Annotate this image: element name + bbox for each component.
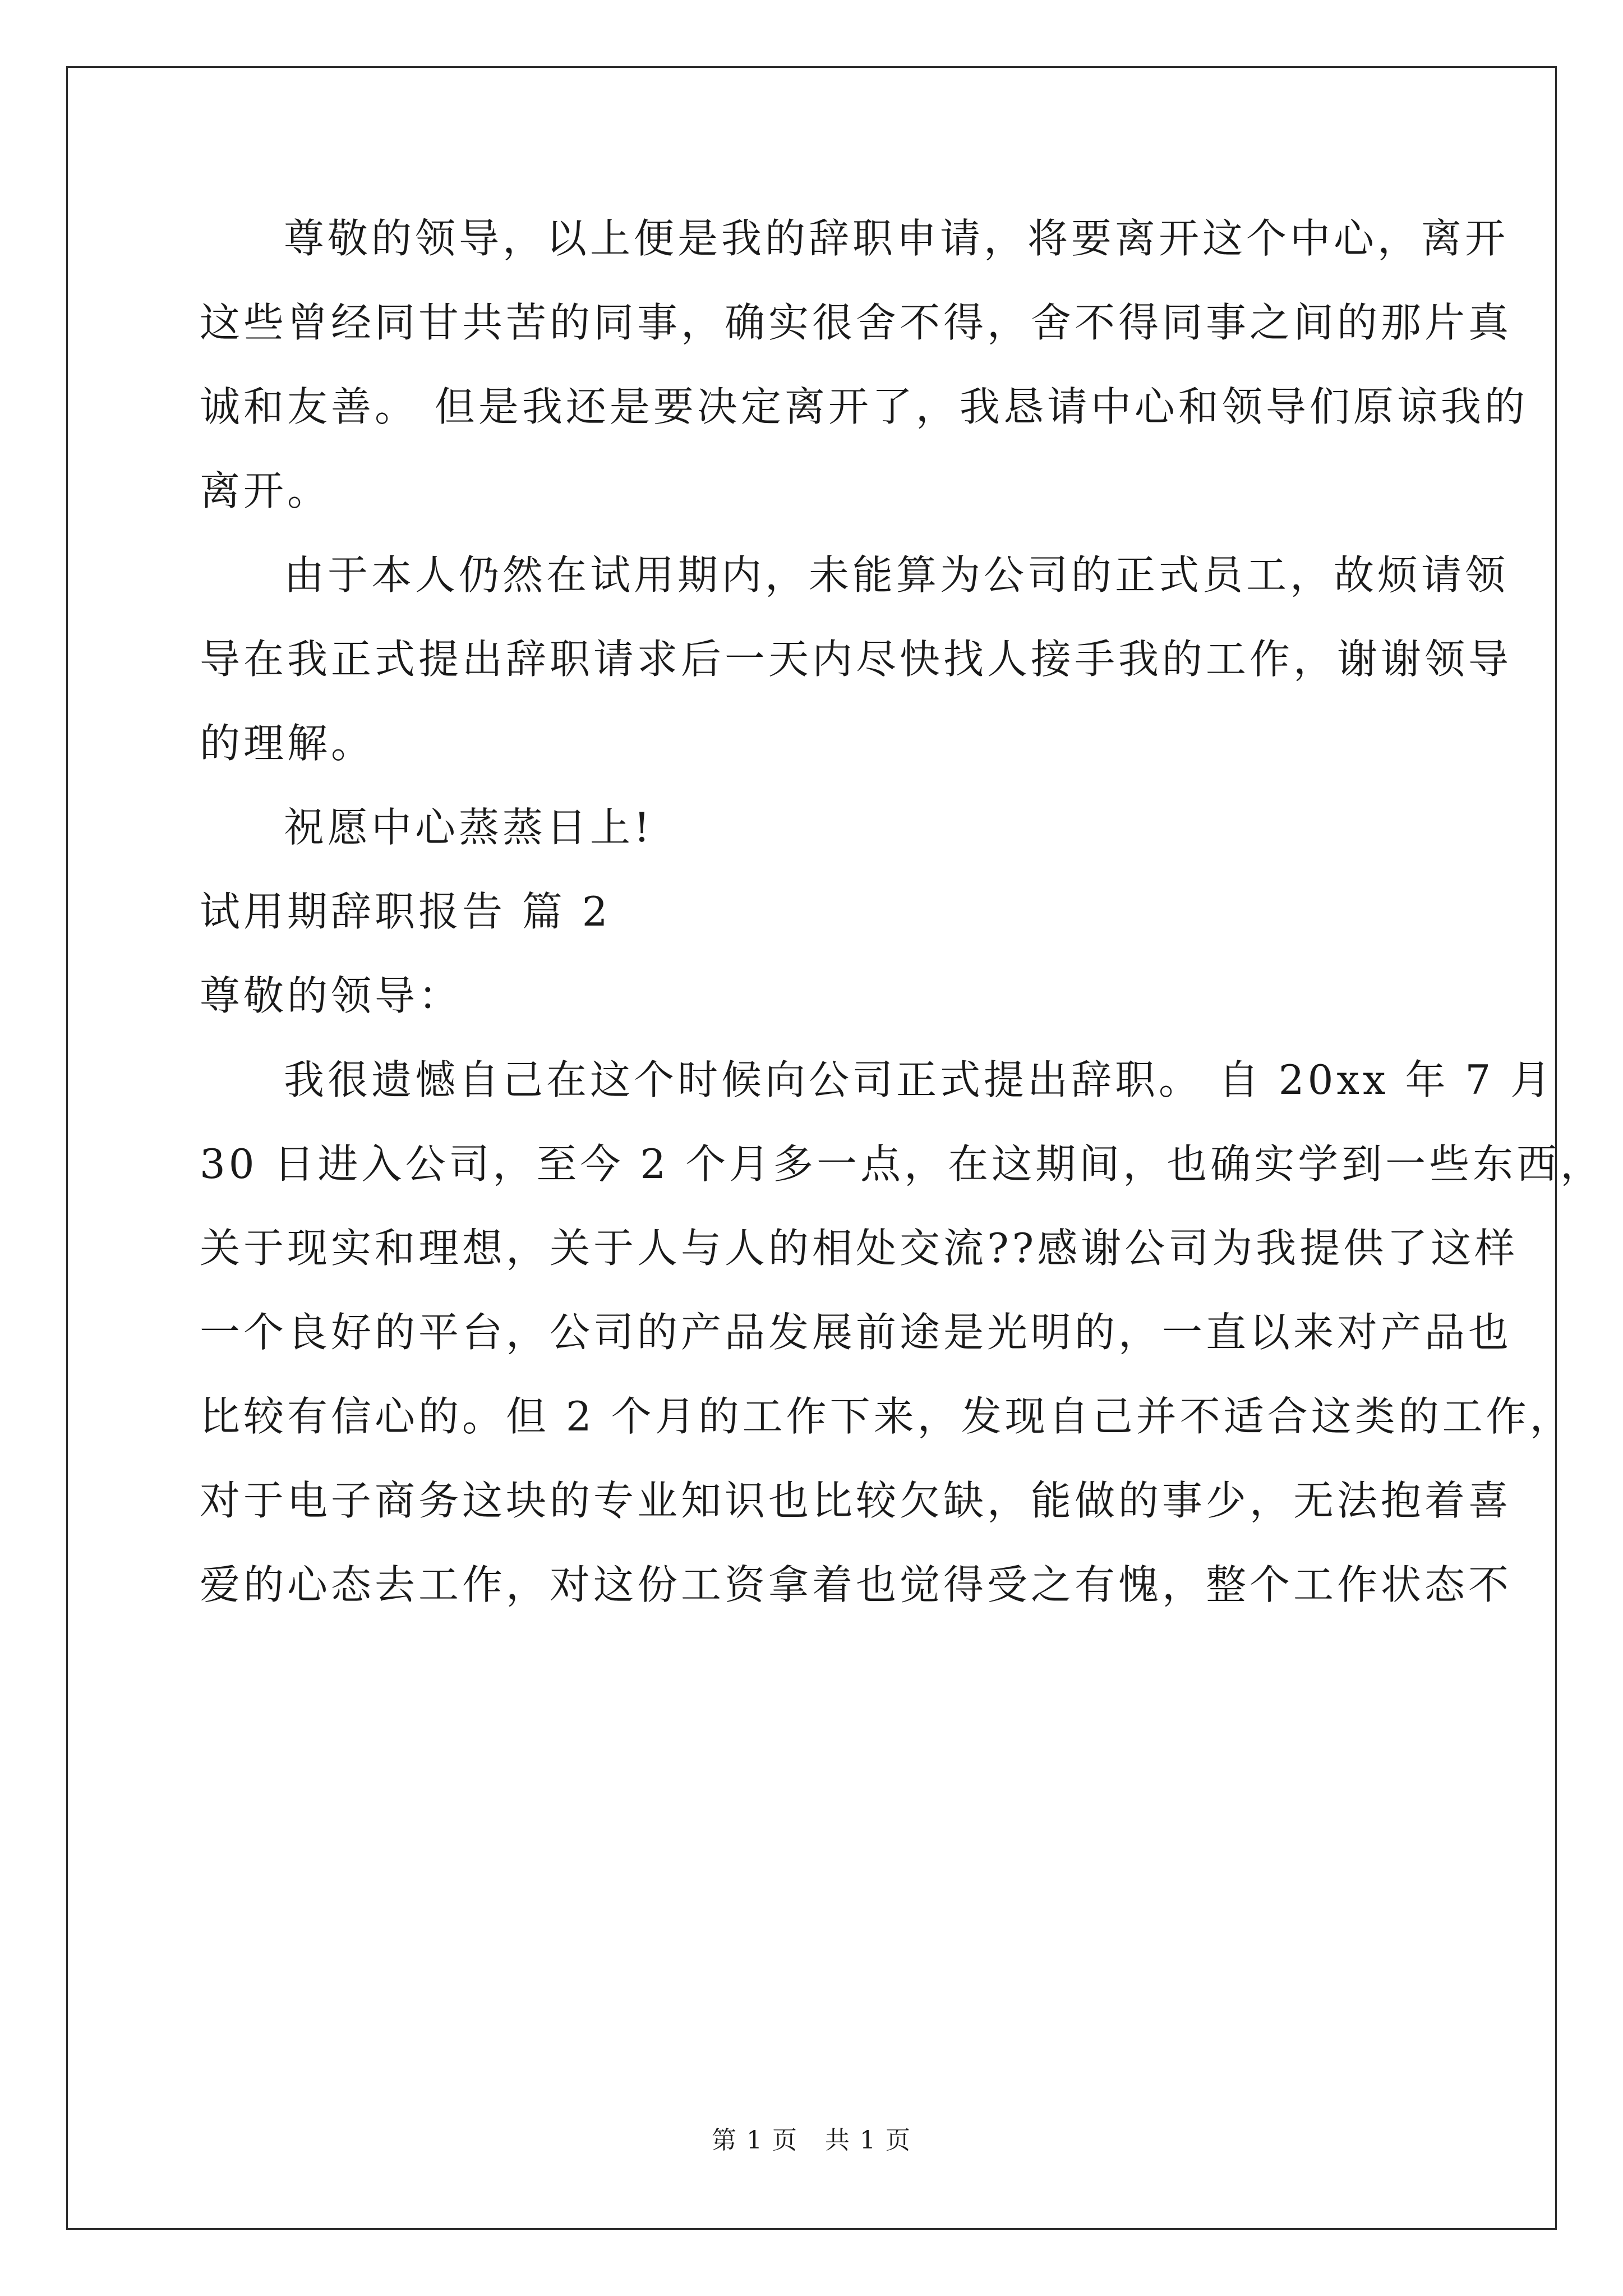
paragraph-line: 一个良好的平台，公司的产品发展前途是光明的，一直以来对产品也 (200, 1309, 1513, 1356)
paragraph-line: 对于电子商务这块的专业知识也比较欠缺，能做的事少，无法抱着喜 (200, 1477, 1513, 1524)
paragraph-line: 的理解。 (200, 720, 375, 767)
paragraph-line: 爱的心态去工作，对这份工资拿着也觉得受之有愧，整个工作状态不 (200, 1561, 1513, 1608)
paragraph-line: 尊敬的领导，以上便是我的辞职申请，将要离开这个中心，离开 (284, 215, 1509, 262)
paragraph-line: 我很遗憾自己在这个时候向公司正式提出辞职。 自 20xx 年 7 月 (284, 1056, 1555, 1103)
closing-wish: 祝愿中心蒸蒸日上! (284, 804, 653, 851)
paragraph-line: 离开。 (200, 467, 331, 514)
paragraph-line: 由于本人仍然在试用期内，未能算为公司的正式员工，故烦请领 (284, 551, 1509, 599)
paragraph-line: 导在我正式提出辞职请求后一天内尽快找人接手我的工作，谢谢领导 (200, 636, 1513, 683)
salutation: 尊敬的领导： (200, 972, 463, 1019)
page-number-footer: 第 1 页 共 1 页 (712, 2126, 911, 2155)
paragraph-line: 关于现实和理想，关于人与人的相处交流??感谢公司为我提供了这样 (200, 1225, 1519, 1272)
paragraph-line: 这些曾经同甘共苦的同事，确实很舍不得，舍不得同事之间的那片真 (200, 299, 1513, 346)
paragraph-line: 诚和友善。 但是我还是要决定离开了，我恳请中心和领导们原谅我的 (200, 383, 1528, 430)
paragraph-line: 30 日进入公司，至今 2 个月多一点，在这期间，也确实学到一些东西， (200, 1140, 1604, 1188)
section-heading: 试用期辞职报告 篇 2 (200, 888, 611, 935)
paragraph-line: 比较有信心的。但 2 个月的工作下来，发现自己并不适合这类的工作， (200, 1393, 1574, 1440)
